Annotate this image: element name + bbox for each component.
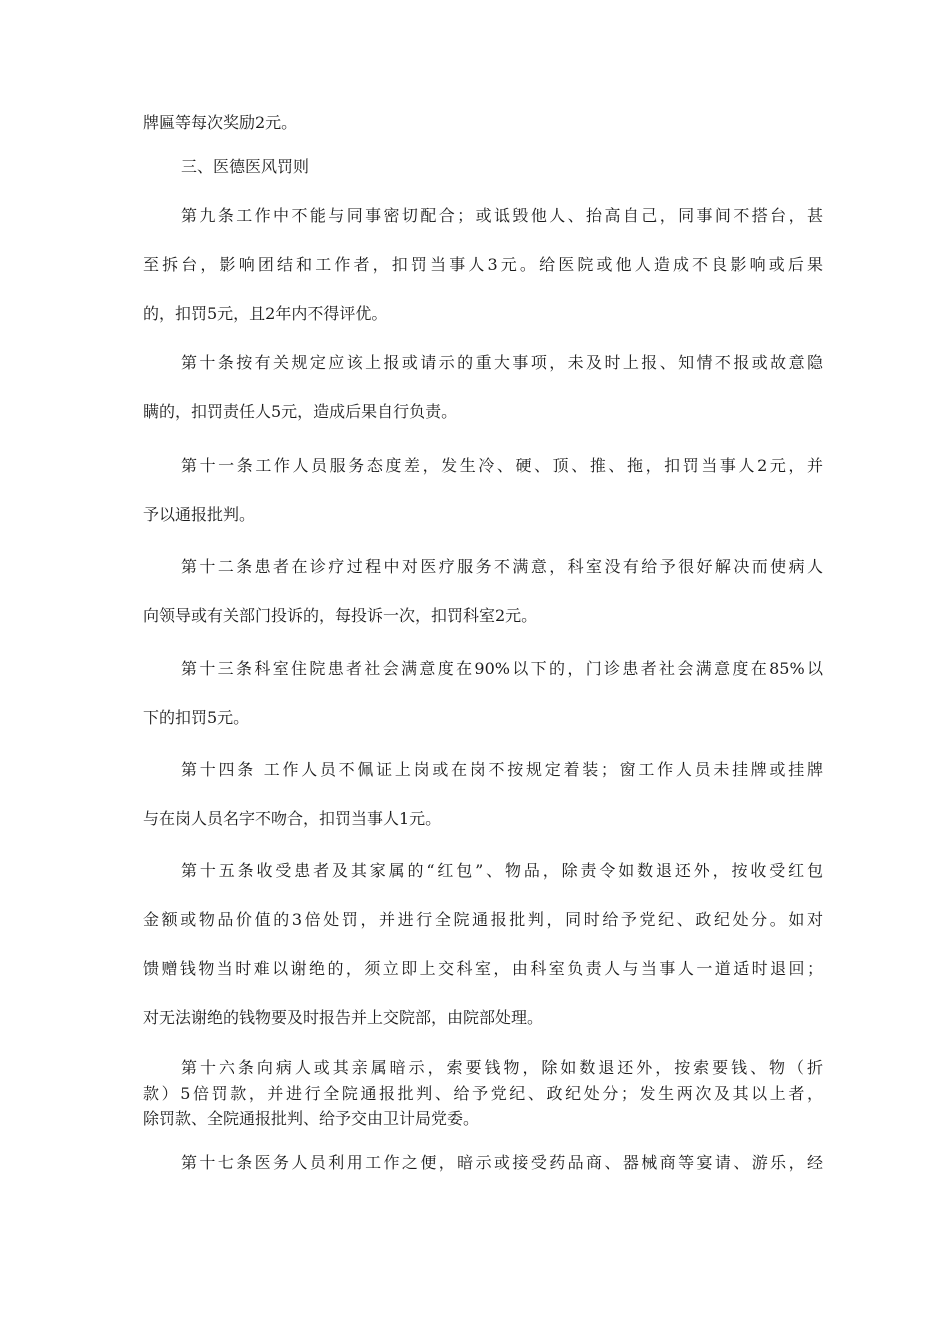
text-line: 第十五条收受患者及其家属的“红包”、物品，除责令如数退还外，按收受红包 — [181, 861, 823, 880]
text-line: 第十四条 工作人员不佩证上岗或在岗不按规定着装；窗工作人员未挂牌或挂牌 — [181, 760, 823, 779]
text-line: 向领导或有关部门投诉的，每投诉一次，扣罚科室2元。 — [143, 606, 538, 625]
text-line: 与在岗人员名字不吻合，扣罚当事人1元。 — [143, 809, 442, 828]
section-heading: 三、医德医风罚则 — [181, 157, 310, 176]
text-line: 第十六条向病人或其亲属暗示，索要钱物，除如数退还外，按索要钱、物（折 — [181, 1058, 823, 1077]
text-line: 第十一条工作人员服务态度差，发生冷、硬、顶、推、拖，扣罚当事人2元，并 — [181, 456, 823, 475]
text-line: 馈赠钱物当时难以谢绝的，须立即上交科室，由科室负责人与当事人一道适时退回； — [143, 959, 823, 978]
text-line: 第十七条医务人员利用工作之便，暗示或接受药品商、器械商等宴请、游乐，经 — [181, 1153, 823, 1172]
text-line: 第十条按有关规定应该上报或请示的重大事项，未及时上报、知情不报或故意隐 — [181, 353, 823, 372]
text-line: 第十三条科室住院患者社会满意度在90%以下的，门诊患者社会满意度在85%以 — [181, 659, 823, 678]
text-line: 第十二条患者在诊疗过程中对医疗服务不满意，科室没有给予很好解决而使病人 — [181, 557, 823, 576]
text-line: 第九条工作中不能与同事密切配合；或诋毁他人、抬高自己，同事间不搭台，甚 — [181, 206, 823, 225]
text-line: 对无法谢绝的钱物要及时报告并上交院部，由院部处理。 — [143, 1008, 544, 1027]
text-line: 款）5倍罚款，并进行全院通报批判、给予党纪、政纪处分；发生两次及其以上者， — [143, 1084, 823, 1103]
text-line: 下的扣罚5元。 — [143, 708, 250, 727]
text-line: 金额或物品价值的3倍处罚，并进行全院通报批判，同时给予党纪、政纪处分。如对 — [143, 910, 823, 929]
text-line: 牌匾等每次奖励2元。 — [143, 113, 298, 132]
text-line: 瞒的，扣罚责任人5元，造成后果自行负责。 — [143, 402, 458, 421]
text-line: 至拆台，影响团结和工作者，扣罚当事人3元。给医院或他人造成不良影响或后果 — [143, 255, 823, 274]
text-line: 予以通报批判。 — [143, 505, 256, 524]
text-line: 除罚款、全院通报批判、给予交由卫计局党委。 — [143, 1109, 480, 1128]
text-line: 的，扣罚5元，且2年内不得评优。 — [143, 304, 388, 323]
